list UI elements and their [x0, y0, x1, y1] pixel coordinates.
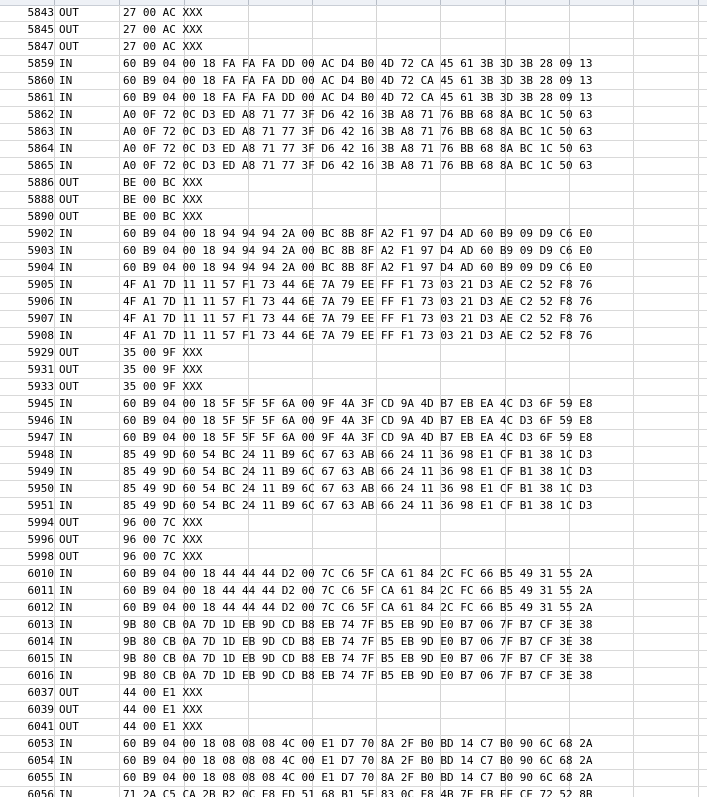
table-row	[0, 396, 707, 413]
direction-cell[interactable]: IN	[59, 414, 73, 427]
table-row	[0, 787, 707, 797]
direction-cell[interactable]: IN	[59, 737, 73, 750]
table-row	[0, 481, 707, 498]
direction-cell[interactable]: OUT	[59, 210, 79, 223]
row-number-cell[interactable]: 5902	[27, 227, 54, 240]
row-number-cell[interactable]: 5863	[27, 125, 54, 138]
table-row	[0, 107, 707, 124]
table-row	[0, 464, 707, 481]
hex-bytes-cell[interactable]: A0 0F 72 0C D3 ED A8 71 77 3F D6 42 16 3B A8 71 76 BB 68 8A BC 1C 50 63	[123, 108, 593, 121]
hex-bytes-cell[interactable]: A0 0F 72 0C D3 ED A8 71 77 3F D6 42 16 3B A8 71 76 BB 68 8A BC 1C 50 63	[123, 125, 593, 138]
direction-cell[interactable]: IN	[59, 261, 73, 274]
row-number-cell[interactable]: 6039	[27, 703, 54, 716]
direction-cell[interactable]: OUT	[59, 363, 79, 376]
row-number-cell[interactable]: 6055	[27, 771, 54, 784]
hex-bytes-cell[interactable]: 4F A1 7D 11 11 57 F1 73 44 6E 7A 79 EE FF F1 73 03 21 D3 AE C2 52 F8 76	[123, 312, 593, 325]
row-number-cell[interactable]: 5948	[27, 448, 54, 461]
table-row	[0, 413, 707, 430]
table-row	[0, 90, 707, 107]
table-row	[0, 294, 707, 311]
direction-cell[interactable]: OUT	[59, 23, 79, 36]
hex-bytes-cell[interactable]: 35 00 9F XXX	[123, 363, 203, 376]
direction-cell[interactable]: IN	[59, 771, 73, 784]
direction-cell[interactable]: OUT	[59, 516, 79, 529]
table-row	[0, 600, 707, 617]
hex-bytes-cell[interactable]: 60 B9 04 00 18 5F 5F 5F 6A 00 9F 4A 3F CD 9A 4D B7 EB EA 4C D3 6F 59 E8	[123, 397, 593, 410]
hex-bytes-cell[interactable]: 27 00 AC XXX	[123, 40, 203, 53]
table-row	[0, 226, 707, 243]
row-number-cell[interactable]: 6041	[27, 720, 54, 733]
table-row	[0, 668, 707, 685]
row-number-cell[interactable]: 6015	[27, 652, 54, 665]
row-number-cell[interactable]: 5888	[27, 193, 54, 206]
table-row	[0, 73, 707, 90]
hex-bytes-cell[interactable]: 27 00 AC XXX	[123, 6, 203, 19]
direction-cell[interactable]: OUT	[59, 380, 79, 393]
hex-bytes-cell[interactable]: 60 B9 04 00 18 94 94 94 2A 00 BC 8B 8F A2 F1 97 D4 AD 60 B9 09 D9 C6 E0	[123, 227, 593, 240]
hex-bytes-cell[interactable]: 35 00 9F XXX	[123, 346, 203, 359]
table-row	[0, 770, 707, 787]
row-number-cell[interactable]: 5933	[27, 380, 54, 393]
row-number-cell[interactable]: 6010	[27, 567, 54, 580]
hex-bytes-cell[interactable]: BE 00 BC XXX	[123, 176, 203, 189]
hex-bytes-cell[interactable]: 9B 80 CB 0A 7D 1D EB 9D CD B8 EB 74 7F B5 EB 9D E0 B7 06 7F B7 CF 3E 38	[123, 618, 593, 631]
row-number-cell[interactable]: 5947	[27, 431, 54, 444]
hex-bytes-cell[interactable]: BE 00 BC XXX	[123, 193, 203, 206]
row-number-cell[interactable]: 5929	[27, 346, 54, 359]
row-number-cell[interactable]: 6016	[27, 669, 54, 682]
row-number-cell[interactable]: 5864	[27, 142, 54, 155]
table-row	[0, 753, 707, 770]
direction-cell[interactable]: IN	[59, 74, 73, 87]
hex-bytes-cell[interactable]: 85 49 9D 60 54 BC 24 11 B9 6C 67 63 AB 66 24 11 36 98 E1 CF B1 38 1C D3	[123, 465, 593, 478]
table-row	[0, 141, 707, 158]
hex-bytes-cell[interactable]: 4F A1 7D 11 11 57 F1 73 44 6E 7A 79 EE FF F1 73 03 21 D3 AE C2 52 F8 76	[123, 329, 593, 342]
direction-cell[interactable]: IN	[59, 159, 73, 172]
table-row	[0, 158, 707, 175]
direction-cell[interactable]: IN	[59, 57, 73, 70]
table-row	[0, 56, 707, 73]
direction-cell[interactable]: IN	[59, 329, 73, 342]
row-number-cell[interactable]: 6014	[27, 635, 54, 648]
table-row	[0, 5, 707, 22]
table-row	[0, 328, 707, 345]
row-number-cell[interactable]: 5994	[27, 516, 54, 529]
row-number-cell[interactable]: 5951	[27, 499, 54, 512]
row-number-cell[interactable]: 5865	[27, 159, 54, 172]
direction-cell[interactable]: IN	[59, 567, 73, 580]
direction-cell[interactable]: IN	[59, 635, 73, 648]
table-row	[0, 175, 707, 192]
hex-bytes-cell[interactable]: 96 00 7C XXX	[123, 533, 203, 546]
table-row	[0, 566, 707, 583]
hex-bytes-cell[interactable]: 9B 80 CB 0A 7D 1D EB 9D CD B8 EB 74 7F B5 EB 9D E0 B7 06 7F B7 CF 3E 38	[123, 669, 593, 682]
direction-cell[interactable]: IN	[59, 584, 73, 597]
table-row	[0, 430, 707, 447]
hex-bytes-cell[interactable]: 9B 80 CB 0A 7D 1D EB 9D CD B8 EB 74 7F B5 EB 9D E0 B7 06 7F B7 CF 3E 38	[123, 635, 593, 648]
direction-cell[interactable]: IN	[59, 788, 73, 797]
direction-cell[interactable]: IN	[59, 108, 73, 121]
hex-bytes-cell[interactable]: 60 B9 04 00 18 08 08 08 4C 00 E1 D7 70 8A 2F B0 BD 14 C7 B0 90 6C 68 2A	[123, 771, 593, 784]
table-row	[0, 345, 707, 362]
row-number-cell[interactable]: 6011	[27, 584, 54, 597]
direction-cell[interactable]: IN	[59, 397, 73, 410]
hex-bytes-cell[interactable]: 96 00 7C XXX	[123, 550, 203, 563]
row-number-cell[interactable]: 6054	[27, 754, 54, 767]
table-row	[0, 311, 707, 328]
direction-cell[interactable]: OUT	[59, 176, 79, 189]
table-row	[0, 447, 707, 464]
table-row	[0, 39, 707, 56]
row-number-cell[interactable]: 5906	[27, 295, 54, 308]
hex-bytes-cell[interactable]: 60 B9 04 00 18 5F 5F 5F 6A 00 9F 4A 3F CD 9A 4D B7 EB EA 4C D3 6F 59 E8	[123, 431, 593, 444]
table-row	[0, 209, 707, 226]
row-number-cell[interactable]: 5945	[27, 397, 54, 410]
table-row	[0, 617, 707, 634]
direction-cell[interactable]: IN	[59, 482, 73, 495]
direction-cell[interactable]: IN	[59, 499, 73, 512]
row-number-cell[interactable]: 5843	[27, 6, 54, 19]
direction-cell[interactable]: OUT	[59, 40, 79, 53]
direction-cell[interactable]: IN	[59, 125, 73, 138]
hex-bytes-cell[interactable]: 85 49 9D 60 54 BC 24 11 B9 6C 67 63 AB 66 24 11 36 98 E1 CF B1 38 1C D3	[123, 448, 593, 461]
row-number-cell[interactable]: 5931	[27, 363, 54, 376]
hex-bytes-cell[interactable]: 60 B9 04 00 18 FA FA FA DD 00 AC D4 B0 4D 72 CA 45 61 3B 3D 3B 28 09 13	[123, 57, 593, 70]
hex-bytes-cell[interactable]: 4F A1 7D 11 11 57 F1 73 44 6E 7A 79 EE FF F1 73 03 21 D3 AE C2 52 F8 76	[123, 278, 593, 291]
row-number-cell[interactable]: 6056	[27, 788, 54, 797]
row-number-cell[interactable]: 5845	[27, 23, 54, 36]
hex-bytes-cell[interactable]: 85 49 9D 60 54 BC 24 11 B9 6C 67 63 AB 66 24 11 36 98 E1 CF B1 38 1C D3	[123, 482, 593, 495]
hex-bytes-cell[interactable]: 60 B9 04 00 18 FA FA FA DD 00 AC D4 B0 4D 72 CA 45 61 3B 3D 3B 28 09 13	[123, 91, 593, 104]
table-row	[0, 243, 707, 260]
row-number-cell[interactable]: 5847	[27, 40, 54, 53]
direction-cell[interactable]: OUT	[59, 686, 79, 699]
row-number-cell[interactable]: 6013	[27, 618, 54, 631]
direction-cell[interactable]: IN	[59, 448, 73, 461]
table-row	[0, 634, 707, 651]
row-number-cell[interactable]: 5861	[27, 91, 54, 104]
hex-bytes-cell[interactable]: 60 B9 04 00 18 44 44 44 D2 00 7C C6 5F CA 61 84 2C FC 66 B5 49 31 55 2A	[123, 584, 593, 597]
hex-bytes-cell[interactable]: 9B 80 CB 0A 7D 1D EB 9D CD B8 EB 74 7F B5 EB 9D E0 B7 06 7F B7 CF 3E 38	[123, 652, 593, 665]
table-row	[0, 515, 707, 532]
row-number-cell[interactable]: 5908	[27, 329, 54, 342]
hex-bytes-cell[interactable]: 60 B9 04 00 18 44 44 44 D2 00 7C C6 5F CA 61 84 2C FC 66 B5 49 31 55 2A	[123, 601, 593, 614]
hex-bytes-cell[interactable]: 71 2A C5 CA 2B B2 0C E8 ED 51 68 B1 5E 83 0C E8 4B 7E EB EE CE 72 52 8B	[123, 788, 593, 797]
direction-cell[interactable]: IN	[59, 652, 73, 665]
direction-cell[interactable]: IN	[59, 465, 73, 478]
direction-cell[interactable]: OUT	[59, 533, 79, 546]
row-number-cell[interactable]: 5998	[27, 550, 54, 563]
hex-bytes-cell[interactable]: 4F A1 7D 11 11 57 F1 73 44 6E 7A 79 EE FF F1 73 03 21 D3 AE C2 52 F8 76	[123, 295, 593, 308]
table-row	[0, 532, 707, 549]
direction-cell[interactable]: IN	[59, 244, 73, 257]
direction-cell[interactable]: OUT	[59, 550, 79, 563]
hex-bytes-cell[interactable]: 60 B9 04 00 18 5F 5F 5F 6A 00 9F 4A 3F CD 9A 4D B7 EB EA 4C D3 6F 59 E8	[123, 414, 593, 427]
table-row	[0, 362, 707, 379]
direction-cell[interactable]: OUT	[59, 193, 79, 206]
hex-bytes-cell[interactable]: 44 00 E1 XXX	[123, 686, 203, 699]
row-number-cell[interactable]: 5946	[27, 414, 54, 427]
table-row	[0, 22, 707, 39]
hex-bytes-cell[interactable]: 60 B9 04 00 18 08 08 08 4C 00 E1 D7 70 8A 2F B0 BD 14 C7 B0 90 6C 68 2A	[123, 737, 593, 750]
hex-bytes-cell[interactable]: 96 00 7C XXX	[123, 516, 203, 529]
hex-bytes-cell[interactable]: 60 B9 04 00 18 44 44 44 D2 00 7C C6 5F CA 61 84 2C FC 66 B5 49 31 55 2A	[123, 567, 593, 580]
row-number-cell[interactable]: 6037	[27, 686, 54, 699]
direction-cell[interactable]: IN	[59, 278, 73, 291]
direction-cell[interactable]: IN	[59, 618, 73, 631]
direction-cell[interactable]: IN	[59, 295, 73, 308]
row-number-cell[interactable]: 6053	[27, 737, 54, 750]
direction-cell[interactable]: IN	[59, 227, 73, 240]
hex-bytes-cell[interactable]: A0 0F 72 0C D3 ED A8 71 77 3F D6 42 16 3B A8 71 76 BB 68 8A BC 1C 50 63	[123, 159, 593, 172]
hex-bytes-cell[interactable]: 44 00 E1 XXX	[123, 703, 203, 716]
hex-bytes-cell[interactable]: A0 0F 72 0C D3 ED A8 71 77 3F D6 42 16 3B A8 71 76 BB 68 8A BC 1C 50 63	[123, 142, 593, 155]
table-row	[0, 498, 707, 515]
direction-cell[interactable]: IN	[59, 312, 73, 325]
direction-cell[interactable]: OUT	[59, 346, 79, 359]
row-number-cell[interactable]: 5949	[27, 465, 54, 478]
hex-bytes-cell[interactable]: 60 B9 04 00 18 08 08 08 4C 00 E1 D7 70 8A 2F B0 BD 14 C7 B0 90 6C 68 2A	[123, 754, 593, 767]
row-number-cell[interactable]: 5890	[27, 210, 54, 223]
direction-cell[interactable]: IN	[59, 91, 73, 104]
direction-cell[interactable]: OUT	[59, 703, 79, 716]
direction-cell[interactable]: OUT	[59, 720, 79, 733]
table-row	[0, 260, 707, 277]
row-number-cell[interactable]: 5903	[27, 244, 54, 257]
row-list	[0, 5, 707, 797]
direction-cell[interactable]: IN	[59, 431, 73, 444]
direction-cell[interactable]: OUT	[59, 6, 79, 19]
row-number-cell[interactable]: 6012	[27, 601, 54, 614]
table-row	[0, 685, 707, 702]
direction-cell[interactable]: IN	[59, 754, 73, 767]
table-row	[0, 736, 707, 753]
hex-bytes-cell[interactable]: 35 00 9F XXX	[123, 380, 203, 393]
row-number-cell[interactable]: 5950	[27, 482, 54, 495]
hex-bytes-cell[interactable]: 85 49 9D 60 54 BC 24 11 B9 6C 67 63 AB 66 24 11 36 98 E1 CF B1 38 1C D3	[123, 499, 593, 512]
row-number-cell[interactable]: 5996	[27, 533, 54, 546]
direction-cell[interactable]: IN	[59, 601, 73, 614]
row-number-cell[interactable]: 5860	[27, 74, 54, 87]
row-number-cell[interactable]: 5859	[27, 57, 54, 70]
hex-bytes-cell[interactable]: BE 00 BC XXX	[123, 210, 203, 223]
hex-bytes-cell[interactable]: 60 B9 04 00 18 FA FA FA DD 00 AC D4 B0 4D 72 CA 45 61 3B 3D 3B 28 09 13	[123, 74, 593, 87]
row-number-cell[interactable]: 5886	[27, 176, 54, 189]
hex-bytes-cell[interactable]: 27 00 AC XXX	[123, 23, 203, 36]
table-row	[0, 651, 707, 668]
hex-bytes-cell[interactable]: 60 B9 04 00 18 94 94 94 2A 00 BC 8B 8F A2 F1 97 D4 AD 60 B9 09 D9 C6 E0	[123, 244, 593, 257]
table-row	[0, 549, 707, 566]
row-number-cell[interactable]: 5907	[27, 312, 54, 325]
table-row	[0, 124, 707, 141]
row-number-cell[interactable]: 5905	[27, 278, 54, 291]
table-row	[0, 702, 707, 719]
hex-bytes-cell[interactable]: 60 B9 04 00 18 94 94 94 2A 00 BC 8B 8F A2 F1 97 D4 AD 60 B9 09 D9 C6 E0	[123, 261, 593, 274]
row-number-cell[interactable]: 5862	[27, 108, 54, 121]
direction-cell[interactable]: IN	[59, 142, 73, 155]
table-row	[0, 277, 707, 294]
direction-cell[interactable]: IN	[59, 669, 73, 682]
row-number-cell[interactable]: 5904	[27, 261, 54, 274]
hex-bytes-cell[interactable]: 44 00 E1 XXX	[123, 720, 203, 733]
table-row	[0, 379, 707, 396]
table-row	[0, 192, 707, 209]
table-row	[0, 719, 707, 736]
table-row	[0, 583, 707, 600]
